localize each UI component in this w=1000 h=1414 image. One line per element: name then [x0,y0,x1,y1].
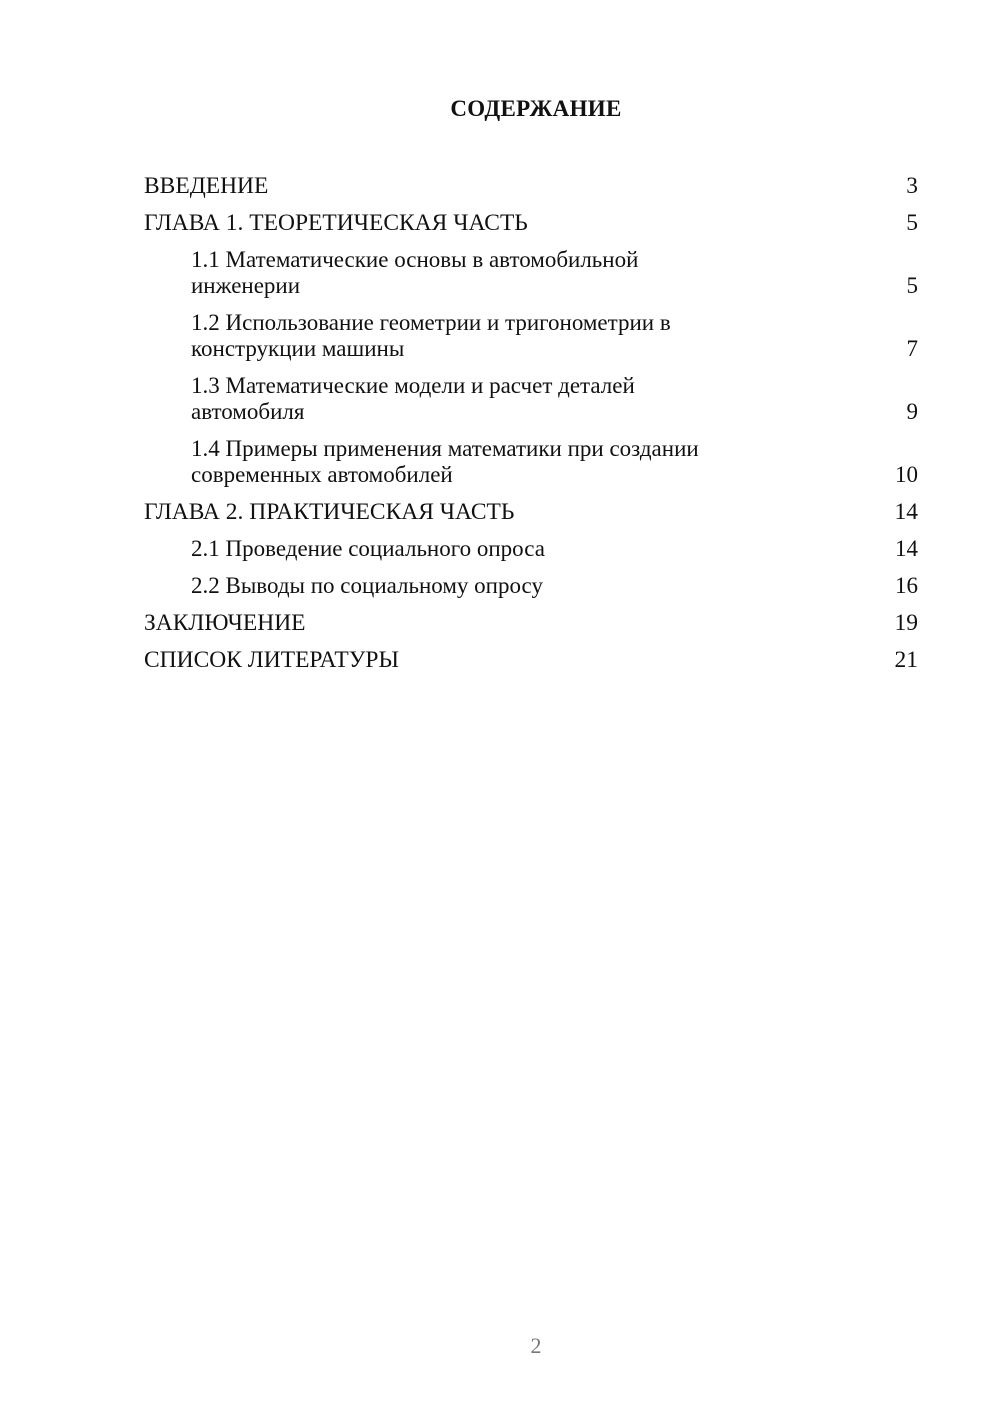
toc-entry-page: 14 [895,536,918,561]
toc-entry-page: 3 [906,173,918,199]
table-of-contents [144,168,918,679]
toc-entry-page: 21 [894,647,918,673]
toc-entry-label: 1.1 Математические основы в автомобильной инженерии [191,247,639,298]
toc-entry-label: ГЛАВА 2. ПРАКТИЧЕСКАЯ ЧАСТЬ [144,499,515,525]
toc-entry-section-1-4[interactable] [144,431,918,494]
toc-entry-label: 2.1 Проведение социального опроса [191,536,545,561]
toc-entry-chapter-1[interactable] [144,205,918,242]
toc-entry-page: 5 [906,273,918,298]
toc-entry-references[interactable] [144,642,918,679]
toc-entry-label: ВВЕДЕНИЕ [144,173,269,199]
toc-entry-introduction[interactable] [144,168,918,205]
toc-entry-page: 9 [906,399,918,424]
toc-entry-page: 14 [894,499,918,525]
toc-entry-label: СПИСОК ЛИТЕРАТУРЫ [144,647,399,673]
toc-entry-label: 2.2 Выводы по социальному опросу [191,573,543,598]
page-number: 2 [530,1333,542,1358]
page-title: СОДЕРЖАНИЕ [450,96,622,121]
toc-entry-label: 1.2 Использование геометрии и тригонометрии в конструкции машины [191,310,671,361]
toc-entry-page: 5 [906,210,918,236]
toc-entry-label: 1.4 Примеры применения математики при создании современных автомобилей [191,436,699,487]
toc-entry-label: ГЛАВА 1. ТЕОРЕТИЧЕСКАЯ ЧАСТЬ [144,210,528,236]
toc-entry-chapter-2[interactable] [144,494,918,531]
toc-entry-section-1-3[interactable] [144,368,918,431]
toc-entry-section-1-1[interactable] [144,242,918,305]
toc-entry-section-2-1[interactable] [144,531,918,568]
toc-entry-page: 10 [895,462,918,487]
toc-entry-page: 7 [906,336,918,361]
toc-entry-section-1-2[interactable] [144,305,918,368]
toc-entry-page: 16 [895,573,918,598]
toc-entry-label: ЗАКЛЮЧЕНИЕ [144,610,306,636]
toc-entry-section-2-2[interactable] [144,568,918,605]
toc-entry-label: 1.3 Математические модели и расчет деталей автомобиля [191,373,635,424]
toc-entry-page: 19 [894,610,918,636]
toc-entry-conclusion[interactable] [144,605,918,642]
